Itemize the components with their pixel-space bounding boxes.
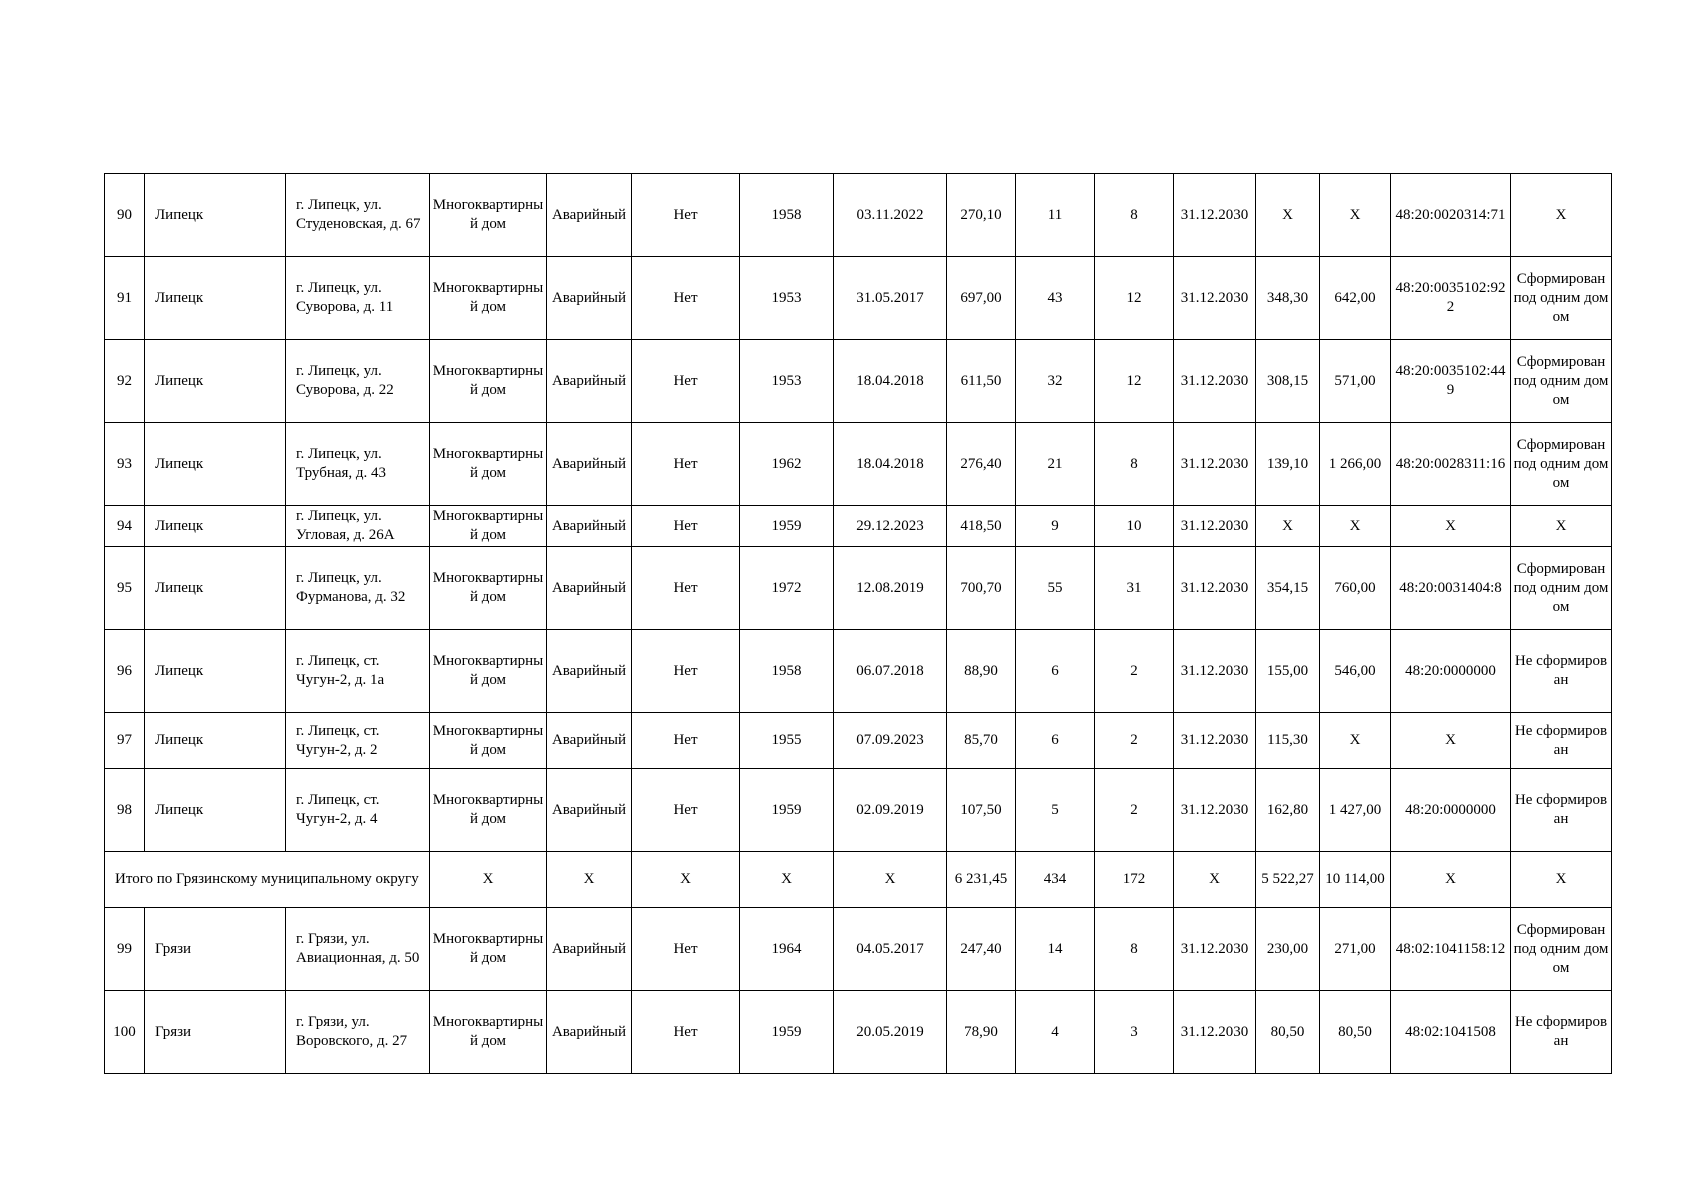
condition-cell: Аварийный	[547, 340, 632, 423]
deadline-cell: 31.12.2030	[1174, 908, 1256, 991]
city-cell: Липецк	[145, 506, 286, 547]
units-cell: 8	[1095, 174, 1174, 257]
flag-cell: Нет	[632, 908, 740, 991]
area-cell: 88,90	[947, 630, 1016, 713]
residents-cell: 6	[1016, 630, 1095, 713]
area-cell: 85,70	[947, 713, 1016, 769]
units-cell: 10	[1095, 506, 1174, 547]
deadline-cell: 31.12.2030	[1174, 547, 1256, 630]
total-flag-cell: X	[632, 852, 740, 908]
residents-cell: 5	[1016, 769, 1095, 852]
cadastre-number-cell: 48:20:0035102:449	[1391, 340, 1511, 423]
building-type-cell: Многоквартирный дом	[430, 257, 547, 340]
condition-cell: Аварийный	[547, 257, 632, 340]
land-area-2-cell: 80,50	[1320, 991, 1391, 1074]
units-cell: 3	[1095, 991, 1174, 1074]
deadline-cell: 31.12.2030	[1174, 630, 1256, 713]
flag-cell: Нет	[632, 340, 740, 423]
deadline-cell: 31.12.2030	[1174, 769, 1256, 852]
deadline-cell: 31.12.2030	[1174, 257, 1256, 340]
units-cell: 2	[1095, 630, 1174, 713]
residents-cell: 9	[1016, 506, 1095, 547]
deadline-cell: 31.12.2030	[1174, 423, 1256, 506]
address-cell: г. Липецк, ул. Суворова, д. 22	[286, 340, 430, 423]
land-status-cell: Не сформирован	[1511, 713, 1612, 769]
condition-cell: Аварийный	[547, 506, 632, 547]
cadastre-number-cell: 48:02:1041508	[1391, 991, 1511, 1074]
units-cell: 2	[1095, 713, 1174, 769]
land-status-cell: Сформирован под одним домом	[1511, 257, 1612, 340]
address-cell: г. Липецк, ул. Фурманова, д. 32	[286, 547, 430, 630]
flag-cell: Нет	[632, 991, 740, 1074]
total-cadastre-number-cell: X	[1391, 852, 1511, 908]
flag-cell: Нет	[632, 506, 740, 547]
address-cell: г. Липецк, ст. Чугун-2, д. 1а	[286, 630, 430, 713]
city-cell: Липецк	[145, 174, 286, 257]
total-building-type-cell: X	[430, 852, 547, 908]
building-type-cell: Многоквартирный дом	[430, 630, 547, 713]
residents-cell: 6	[1016, 713, 1095, 769]
city-cell: Липецк	[145, 769, 286, 852]
land-area-2-cell: 546,00	[1320, 630, 1391, 713]
row-number: 94	[105, 506, 145, 547]
deadline-cell: 31.12.2030	[1174, 506, 1256, 547]
recognition-date-cell: 12.08.2019	[834, 547, 947, 630]
land-area-1-cell: 80,50	[1256, 991, 1320, 1074]
building-type-cell: Многоквартирный дом	[430, 769, 547, 852]
residents-cell: 32	[1016, 340, 1095, 423]
condition-cell: Аварийный	[547, 908, 632, 991]
row-number: 91	[105, 257, 145, 340]
land-status-cell: Сформирован под одним домом	[1511, 340, 1612, 423]
land-status-cell: Не сформирован	[1511, 769, 1612, 852]
land-area-2-cell: 271,00	[1320, 908, 1391, 991]
land-area-2-cell: X	[1320, 174, 1391, 257]
land-area-2-cell: X	[1320, 713, 1391, 769]
area-cell: 107,50	[947, 769, 1016, 852]
units-cell: 12	[1095, 340, 1174, 423]
recognition-date-cell: 18.04.2018	[834, 423, 947, 506]
flag-cell: Нет	[632, 769, 740, 852]
city-cell: Липецк	[145, 713, 286, 769]
building-type-cell: Многоквартирный дом	[430, 547, 547, 630]
row-number: 92	[105, 340, 145, 423]
year-cell: 1958	[740, 174, 834, 257]
recognition-date-cell: 20.05.2019	[834, 991, 947, 1074]
units-cell: 8	[1095, 908, 1174, 991]
cadastre-number-cell: 48:20:0000000	[1391, 630, 1511, 713]
total-residents-cell: 434	[1016, 852, 1095, 908]
total-condition-cell: X	[547, 852, 632, 908]
flag-cell: Нет	[632, 630, 740, 713]
land-status-cell: X	[1511, 506, 1612, 547]
table-row	[105, 257, 1612, 340]
area-cell: 247,40	[947, 908, 1016, 991]
land-status-cell: X	[1511, 174, 1612, 257]
units-cell: 2	[1095, 769, 1174, 852]
area-cell: 270,10	[947, 174, 1016, 257]
condition-cell: Аварийный	[547, 713, 632, 769]
year-cell: 1958	[740, 630, 834, 713]
area-cell: 697,00	[947, 257, 1016, 340]
city-cell: Липецк	[145, 423, 286, 506]
recognition-date-cell: 07.09.2023	[834, 713, 947, 769]
land-area-2-cell: 1 427,00	[1320, 769, 1391, 852]
year-cell: 1972	[740, 547, 834, 630]
table-row	[105, 713, 1612, 769]
land-area-1-cell: X	[1256, 174, 1320, 257]
row-number: 95	[105, 547, 145, 630]
deadline-cell: 31.12.2030	[1174, 174, 1256, 257]
address-cell: г. Липецк, ст. Чугун-2, д. 4	[286, 769, 430, 852]
address-cell: г. Липецк, ст. Чугун-2, д. 2	[286, 713, 430, 769]
land-area-2-cell: X	[1320, 506, 1391, 547]
area-cell: 418,50	[947, 506, 1016, 547]
total-row	[105, 852, 1612, 908]
address-cell: г. Грязи, ул. Воровского, д. 27	[286, 991, 430, 1074]
row-number: 97	[105, 713, 145, 769]
row-number: 93	[105, 423, 145, 506]
deadline-cell: 31.12.2030	[1174, 713, 1256, 769]
table-row	[105, 423, 1612, 506]
total-land-area-1-cell: 5 522,27	[1256, 852, 1320, 908]
residents-cell: 21	[1016, 423, 1095, 506]
year-cell: 1953	[740, 340, 834, 423]
land-area-1-cell: 115,30	[1256, 713, 1320, 769]
year-cell: 1959	[740, 506, 834, 547]
land-area-1-cell: 348,30	[1256, 257, 1320, 340]
deadline-cell: 31.12.2030	[1174, 991, 1256, 1074]
total-area-cell: 6 231,45	[947, 852, 1016, 908]
condition-cell: Аварийный	[547, 630, 632, 713]
table-row	[105, 991, 1612, 1074]
condition-cell: Аварийный	[547, 769, 632, 852]
area-cell: 611,50	[947, 340, 1016, 423]
area-cell: 700,70	[947, 547, 1016, 630]
flag-cell: Нет	[632, 423, 740, 506]
cadastre-number-cell: X	[1391, 506, 1511, 547]
total-recognition-date-cell: X	[834, 852, 947, 908]
flag-cell: Нет	[632, 713, 740, 769]
condition-cell: Аварийный	[547, 174, 632, 257]
cadastre-number-cell: 48:20:0028311:16	[1391, 423, 1511, 506]
recognition-date-cell: 29.12.2023	[834, 506, 947, 547]
building-type-cell: Многоквартирный дом	[430, 713, 547, 769]
year-cell: 1959	[740, 991, 834, 1074]
recognition-date-cell: 04.05.2017	[834, 908, 947, 991]
table-row	[105, 769, 1612, 852]
flag-cell: Нет	[632, 174, 740, 257]
year-cell: 1959	[740, 769, 834, 852]
building-type-cell: Многоквартирный дом	[430, 991, 547, 1074]
deadline-cell: 31.12.2030	[1174, 340, 1256, 423]
city-cell: Грязи	[145, 908, 286, 991]
building-type-cell: Многоквартирный дом	[430, 908, 547, 991]
table-row	[105, 340, 1612, 423]
address-cell: г. Липецк, ул. Студеновская, д. 67	[286, 174, 430, 257]
land-area-2-cell: 760,00	[1320, 547, 1391, 630]
land-area-1-cell: 139,10	[1256, 423, 1320, 506]
row-number: 90	[105, 174, 145, 257]
total-deadline-cell: X	[1174, 852, 1256, 908]
city-cell: Грязи	[145, 991, 286, 1074]
condition-cell: Аварийный	[547, 423, 632, 506]
residents-cell: 4	[1016, 991, 1095, 1074]
land-area-2-cell: 1 266,00	[1320, 423, 1391, 506]
table-row	[105, 908, 1612, 991]
row-number: 96	[105, 630, 145, 713]
cadastre-number-cell: 48:20:0000000	[1391, 769, 1511, 852]
total-year-cell: X	[740, 852, 834, 908]
land-status-cell: Сформирован под одним домом	[1511, 423, 1612, 506]
land-area-1-cell: 155,00	[1256, 630, 1320, 713]
row-number: 99	[105, 908, 145, 991]
city-cell: Липецк	[145, 257, 286, 340]
building-type-cell: Многоквартирный дом	[430, 506, 547, 547]
table-row	[105, 630, 1612, 713]
registry-body	[105, 174, 1612, 1074]
recognition-date-cell: 31.05.2017	[834, 257, 947, 340]
city-cell: Липецк	[145, 340, 286, 423]
address-cell: г. Липецк, ул. Угловая, д. 26А	[286, 506, 430, 547]
cadastre-number-cell: X	[1391, 713, 1511, 769]
land-status-cell: Не сформирован	[1511, 630, 1612, 713]
year-cell: 1964	[740, 908, 834, 991]
recognition-date-cell: 06.07.2018	[834, 630, 947, 713]
table-row	[105, 506, 1612, 547]
year-cell: 1953	[740, 257, 834, 340]
total-land-area-2-cell: 10 114,00	[1320, 852, 1391, 908]
residents-cell: 55	[1016, 547, 1095, 630]
total-land-status-cell: X	[1511, 852, 1612, 908]
recognition-date-cell: 02.09.2019	[834, 769, 947, 852]
land-area-1-cell: 308,15	[1256, 340, 1320, 423]
address-cell: г. Липецк, ул. Трубная, д. 43	[286, 423, 430, 506]
building-type-cell: Многоквартирный дом	[430, 340, 547, 423]
units-cell: 12	[1095, 257, 1174, 340]
address-cell: г. Липецк, ул. Суворова, д. 11	[286, 257, 430, 340]
land-area-1-cell: 354,15	[1256, 547, 1320, 630]
city-cell: Липецк	[145, 547, 286, 630]
land-area-1-cell: 162,80	[1256, 769, 1320, 852]
building-type-cell: Многоквартирный дом	[430, 423, 547, 506]
row-number: 98	[105, 769, 145, 852]
city-cell: Липецк	[145, 630, 286, 713]
recognition-date-cell: 18.04.2018	[834, 340, 947, 423]
land-area-1-cell: X	[1256, 506, 1320, 547]
cadastre-number-cell: 48:20:0035102:922	[1391, 257, 1511, 340]
housing-registry-table	[104, 173, 1612, 1074]
flag-cell: Нет	[632, 547, 740, 630]
year-cell: 1962	[740, 423, 834, 506]
recognition-date-cell: 03.11.2022	[834, 174, 947, 257]
land-area-2-cell: 642,00	[1320, 257, 1391, 340]
building-type-cell: Многоквартирный дом	[430, 174, 547, 257]
land-area-1-cell: 230,00	[1256, 908, 1320, 991]
area-cell: 78,90	[947, 991, 1016, 1074]
units-cell: 8	[1095, 423, 1174, 506]
residents-cell: 14	[1016, 908, 1095, 991]
units-cell: 31	[1095, 547, 1174, 630]
residents-cell: 11	[1016, 174, 1095, 257]
land-status-cell: Не сформирован	[1511, 991, 1612, 1074]
land-area-2-cell: 571,00	[1320, 340, 1391, 423]
year-cell: 1955	[740, 713, 834, 769]
cadastre-number-cell: 48:20:0031404:8	[1391, 547, 1511, 630]
row-number: 100	[105, 991, 145, 1074]
condition-cell: Аварийный	[547, 547, 632, 630]
table-row	[105, 547, 1612, 630]
land-status-cell: Сформирован под одним домом	[1511, 908, 1612, 991]
land-status-cell: Сформирован под одним домом	[1511, 547, 1612, 630]
cadastre-number-cell: 48:20:0020314:71	[1391, 174, 1511, 257]
condition-cell: Аварийный	[547, 991, 632, 1074]
residents-cell: 43	[1016, 257, 1095, 340]
address-cell: г. Грязи, ул. Авиационная, д. 50	[286, 908, 430, 991]
area-cell: 276,40	[947, 423, 1016, 506]
total-units-cell: 172	[1095, 852, 1174, 908]
cadastre-number-cell: 48:02:1041158:12	[1391, 908, 1511, 991]
table-row	[105, 174, 1612, 257]
flag-cell: Нет	[632, 257, 740, 340]
total-label: Итого по Грязинскому муниципальному округу	[105, 852, 430, 908]
